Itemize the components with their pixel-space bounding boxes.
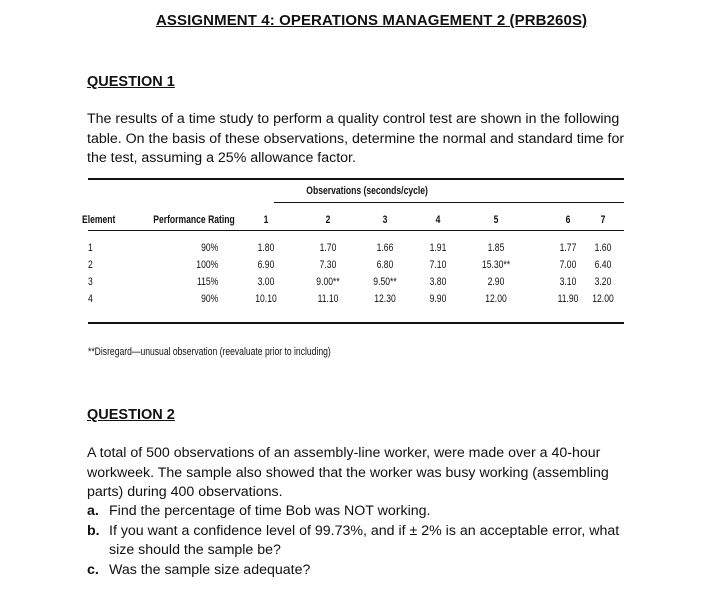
question-2-item-b	[87, 522, 647, 561]
column-header: Performance Rating	[153, 214, 235, 226]
table-cell: 12.30	[374, 293, 396, 305]
table-cell: 11.10	[317, 293, 339, 305]
table-cell: 90%	[201, 293, 219, 305]
table-cell: 9.90	[429, 293, 447, 305]
table-cell: 3.80	[429, 276, 447, 288]
table-cell: 3.00	[257, 276, 275, 288]
table-cell: 12.00	[592, 293, 614, 305]
table-cell: 90%	[201, 242, 219, 254]
question-2-items	[87, 502, 647, 580]
table-cell: 6.40	[594, 259, 612, 271]
table-cell: 3	[88, 276, 93, 288]
table-footnote: **Disregard—unusual observation (reevaluate prior to including)	[88, 346, 331, 358]
item-text: If you want a confidence level of 99.73%, and if ± 2% is an acceptable error, what size should the sample be?	[109, 522, 620, 558]
table-cell: 1.70	[319, 242, 337, 254]
table-cell: 100%	[196, 259, 219, 271]
assignment-title: ASSIGNMENT 4: OPERATIONS MANAGEMENT 2 (PRB260S)	[156, 12, 588, 29]
table-top-rule	[88, 178, 624, 180]
table-cell: 1.85	[487, 242, 505, 254]
table-cell: 3.20	[594, 276, 612, 288]
table-cell: 1.77	[559, 242, 577, 254]
table-cell: 7.00	[559, 259, 577, 271]
table-cell: 2	[88, 259, 93, 271]
table-cell: 7.30	[319, 259, 337, 271]
question-2-item-a	[87, 502, 647, 522]
table-cell: 12.00	[485, 293, 507, 305]
table-cell: 11.90	[557, 293, 579, 305]
column-header: 7	[600, 214, 606, 226]
table-cell: 9.00**	[316, 276, 340, 288]
table-cell: 6.80	[376, 259, 394, 271]
column-header: 4	[435, 214, 441, 226]
item-text: Find the percentage of time Bob was NOT working.	[109, 503, 431, 519]
table-cell: 3.10	[559, 276, 577, 288]
column-header: 2	[325, 214, 331, 226]
header-bottom-rule	[88, 230, 624, 231]
table-cell: 115%	[196, 276, 219, 288]
observations-group-header: Observations (seconds/cycle)	[306, 185, 428, 197]
question-1-heading: QUESTION 1	[87, 74, 175, 90]
group-header-rule	[274, 202, 624, 203]
table-cell: 2.90	[487, 276, 505, 288]
table-cell: 10.10	[255, 293, 277, 305]
question-1-text: The results of a time study to perform a quality control test are shown in the following table. On the basis of these observations, determine the normal and standard time for the test, assuming a 25% allowance factor.	[87, 111, 625, 166]
table-cell: 1.66	[376, 242, 394, 254]
item-label: a.	[87, 503, 99, 519]
column-header: 1	[263, 214, 269, 226]
table-cell: 1	[88, 242, 93, 254]
item-label: b.	[87, 522, 100, 539]
question-2-heading: QUESTION 2	[87, 407, 175, 423]
table-cell: 6.90	[257, 259, 275, 271]
table-cell: 1.91	[429, 242, 447, 254]
table-cell: 1.60	[594, 242, 612, 254]
column-header: 3	[382, 214, 388, 226]
table-cell: 9.50**	[373, 276, 397, 288]
table-cell: 1.80	[257, 242, 275, 254]
column-header: 6	[565, 214, 571, 226]
item-label: c.	[87, 561, 99, 578]
question-2-text: A total of 500 observations of an assembly-line worker, were made over a 40-hour workweek. The sample also showed that the worker was busy working (assembling parts) during 400 observations.	[87, 445, 609, 500]
table-cell: 4	[88, 293, 93, 305]
column-header: Element	[82, 214, 116, 226]
item-text: Was the sample size adequate?	[109, 561, 311, 578]
question-2-item-c	[87, 561, 647, 581]
column-header: 5	[493, 214, 499, 226]
table-bottom-rule	[88, 322, 624, 324]
table-cell: 7.10	[429, 259, 447, 271]
table-cell: 15.30**	[481, 259, 511, 271]
